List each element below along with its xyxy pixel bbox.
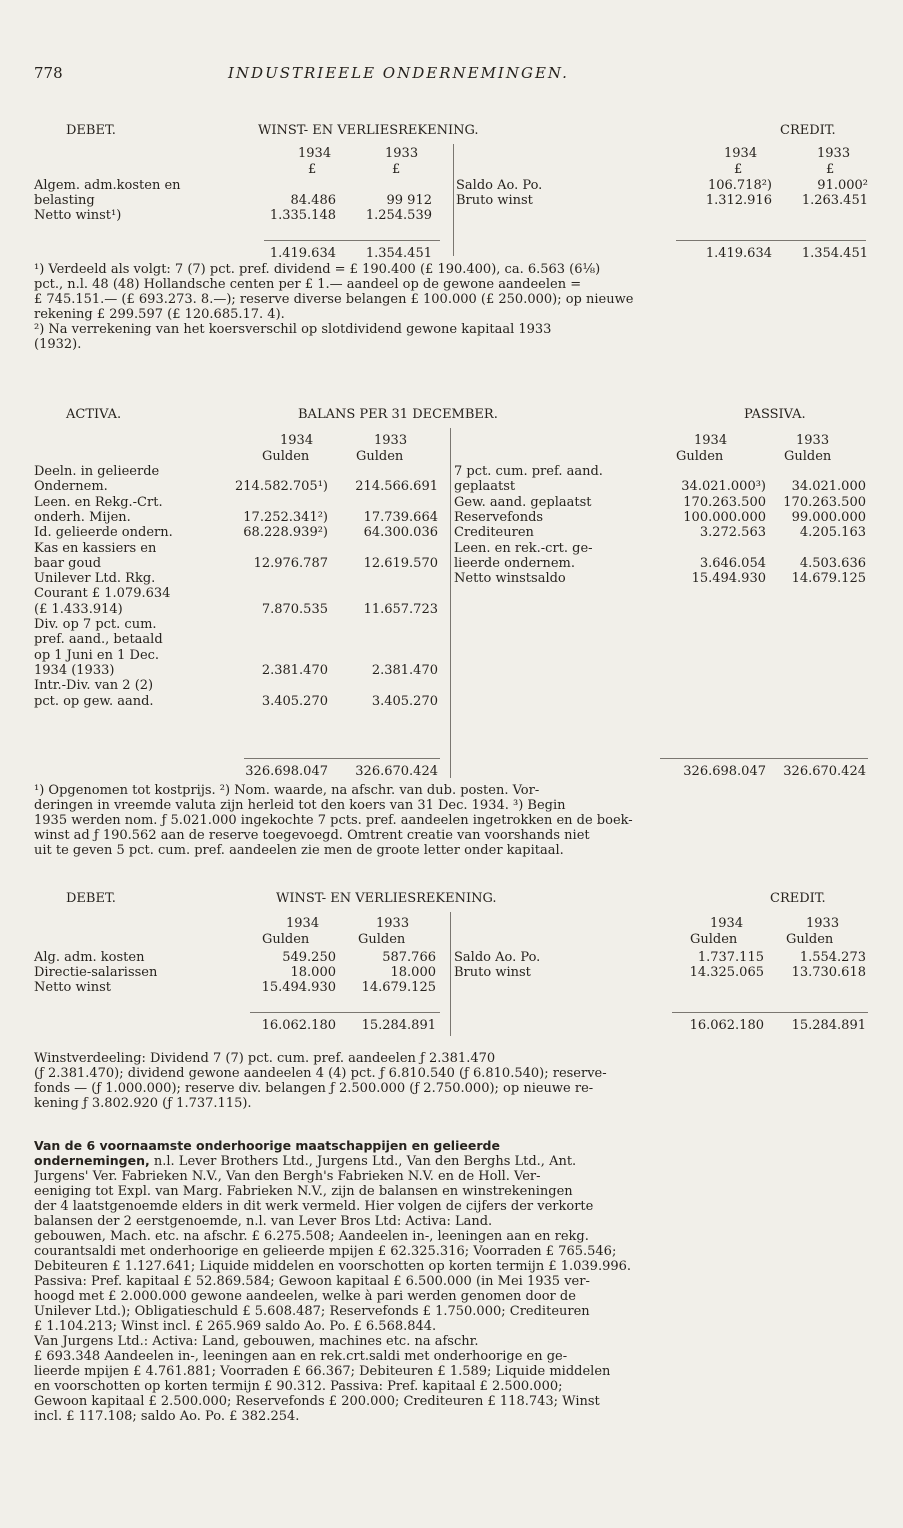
table-title: WINST- EN VERLIESREKENING. [276, 891, 497, 906]
paragraph-line: eeniging tot Expl. van Marg. Fabrieken N.V., zijn de balansen en winstrekeningen [34, 1184, 573, 1199]
value-1933: 11.657.723 [363, 601, 438, 617]
subsidiaries-paragraph [34, 1138, 872, 1424]
paragraph-line: courantsaldi met onderhoorige en gelieerde mpijen £ 62.325.316; Voorraden £ 765.546; [34, 1244, 617, 1259]
unit-col: £ [826, 162, 835, 177]
value-1934: 15.494.930 [691, 571, 766, 587]
footnote-line: ¹) Opgenomen tot kostprijs. ²) Nom. waarde, na afschr. van dub. posten. Vor- [34, 783, 540, 798]
balance-row-label: Deeln. in gelieerde [34, 464, 160, 479]
profit-distribution-paragraph [34, 1051, 872, 1111]
footnote-line: deringen in vreemde valuta zijn herleid tot den koers van 31 Dec. 1934. ³) Begin [34, 798, 566, 813]
balance-row-label: (£ 1.433.914) [34, 601, 123, 617]
row-label: Algem. adm.kosten en [34, 178, 181, 193]
paragraph-line: hoogd met £ 2.000.000 gewone aandeelen, welke à pari werden genomen door de [34, 1289, 576, 1304]
paragraph-line: en voorschotten op korten termijn £ 90.312. Passiva: Pref. kapitaal £ 2.500.000; [34, 1379, 563, 1394]
value-1933: 2.381.470 [371, 662, 438, 678]
total-1934: 326.698.047 [683, 764, 766, 779]
balance-row-label: Netto winstsaldo [454, 571, 566, 587]
balance-row-label: Intr.-Div. van 2 (2) [34, 678, 154, 694]
value-1933: 587.766 [382, 950, 436, 965]
row-label: Saldo Ao. Po. [454, 950, 541, 965]
debet-heading: DEBET. [66, 123, 116, 138]
year-col: 1934 [280, 433, 314, 448]
value-1934: 84.486 [290, 193, 336, 208]
footnote-line: £ 745.151.— (£ 693.273. 8.—); reserve diverse belangen £ 100.000 (£ 250.000); op nieuwe [34, 292, 634, 307]
subsidiaries-lead-cont: ondernemingen, [34, 1153, 150, 1168]
unit-col: £ [308, 162, 317, 177]
debet-heading: DEBET. [66, 891, 116, 906]
value-1934: 1.737.115 [697, 950, 764, 965]
value-1934: 14.325.065 [689, 965, 764, 980]
value-1934: 7.870.535 [261, 601, 328, 617]
value-1933: 12.619.570 [363, 555, 438, 571]
year-col: 1934 [298, 146, 332, 161]
value-1933: 170.263.500 [783, 494, 866, 510]
balance-row-label: Id. gelieerde ondern. [34, 525, 173, 541]
balance-row-label: Leen. en rek.-crt. ge- [454, 540, 593, 556]
row-label: belasting [34, 193, 95, 208]
year-col: 1933 [376, 916, 410, 931]
year-col: 1933 [796, 433, 830, 448]
year-col: 1934 [710, 916, 744, 931]
balance-row-label: geplaatst [454, 479, 516, 495]
year-col: 1933 [385, 146, 419, 161]
total-1934: 1.419.634 [705, 246, 772, 261]
paragraph-line: der 4 laatstgenoemde elders in dit werk vermeld. Hier volgen de cijfers der verkorte [34, 1199, 594, 1214]
balance-row-label: pct. op gew. aand. [34, 693, 154, 709]
balance-row-label: 1934 (1933) [34, 662, 115, 678]
value-1934: 68.228.939²) [243, 525, 328, 541]
total-1934: 326.698.047 [245, 764, 328, 779]
unit-col: Gulden [690, 932, 738, 947]
paragraph-line: Van Jurgens Ltd.: Activa: Land, gebouwen, machines etc. na afschr. [34, 1334, 479, 1349]
row-label: Saldo Ao. Po. [456, 178, 543, 193]
balance-row-label: Reservefonds [454, 509, 544, 525]
footnote-line: rekening £ 299.597 (£ 120.685.17. 4). [34, 307, 285, 322]
year-col: 1934 [694, 433, 728, 448]
row-label: Netto winst¹) [34, 208, 122, 223]
footnotes-balance [34, 783, 872, 858]
paragraph-line: n.l. Lever Brothers Ltd., Jurgens Ltd., Van den Berghs Ltd., Ant. [149, 1154, 577, 1169]
value-1934: 12.976.787 [253, 555, 328, 571]
footnote-line: winst ad ƒ 190.562 aan de reserve toegevoegd. Omtrent creatie van voorshands niet [34, 828, 590, 843]
value-1933: 18.000 [390, 965, 436, 980]
activa-heading: ACTIVA. [66, 407, 122, 422]
balance-row-label: Div. op 7 pct. cum. [34, 617, 157, 632]
unit-col: Gulden [262, 449, 310, 464]
footnotes-profit-loss [34, 262, 872, 352]
value-1933: 14.679.125 [791, 571, 866, 587]
total-1934: 16.062.180 [689, 1018, 764, 1033]
value-1934: 549.250 [282, 950, 336, 965]
paragraph-line: incl. £ 117.108; saldo Ao. Po. £ 382.254. [34, 1409, 300, 1424]
balance-row-label: Crediteuren [454, 525, 534, 541]
paragraph-line: Gewoon kapitaal £ 2.500.000; Reservefonds £ 200.000; Crediteuren £ 118.743; Winst [34, 1394, 600, 1409]
value-1933: 91.000² [817, 178, 868, 193]
value-1934: 106.718²) [707, 178, 772, 193]
year-col: 1933 [817, 146, 851, 161]
value-1934: 1.312.916 [705, 193, 772, 208]
footnote-line: ²) Na verrekening van het koersverschil op slotdividend gewone kapitaal 1933 [34, 322, 552, 337]
balance-row-label: Unilever Ltd. Rkg. [34, 571, 156, 587]
total-1933: 326.670.424 [355, 764, 438, 779]
table-title: WINST- EN VERLIESREKENING. [258, 123, 479, 138]
total-1933: 1.354.451 [801, 246, 868, 261]
value-1934: 3.272.563 [699, 525, 766, 541]
balance-row-label: pref. aand., betaald [34, 632, 163, 648]
paragraph-line: gebouwen, Mach. etc. na afschr. £ 6.275.508; Aandeelen in-, leeningen aan en rekg. [34, 1229, 589, 1244]
unit-col: £ [734, 162, 743, 177]
running-title: INDUSTRIEELE ONDERNEMINGEN. [228, 64, 569, 82]
paragraph-line: balansen der 2 eerstgenoemde, n.l. van Lever Bros Ltd: Activa: Land. [34, 1214, 493, 1229]
value-1933: 13.730.618 [791, 965, 866, 980]
value-1934: 1.335.148 [269, 208, 336, 223]
value-1933: 14.679.125 [361, 980, 436, 995]
balance-row-label: Gew. aand. geplaatst [454, 494, 592, 510]
row-label: Bruto winst [456, 193, 533, 208]
value-1934: 3.646.054 [699, 555, 766, 571]
unit-col: Gulden [262, 932, 310, 947]
unit-col: £ [392, 162, 401, 177]
balance-row-label: Courant £ 1.079.634 [34, 586, 171, 602]
balance-row-label: lieerde ondernem. [454, 555, 576, 571]
balance-row-label: op 1 Juni en 1 Dec. [34, 647, 160, 663]
value-1934: 17.252.341²) [243, 509, 328, 525]
footnote-line: ¹) Verdeeld als volgt: 7 (7) pct. pref. dividend = £ 190.400 (£ 190.400), ca. 6.563 (6⅛) [34, 262, 601, 277]
unit-col: Gulden [358, 932, 406, 947]
total-1933: 15.284.891 [361, 1018, 436, 1033]
balance-row-label: baar goud [34, 555, 102, 571]
total-1933: 1.354.451 [365, 246, 432, 261]
value-1933: 4.205.163 [799, 525, 866, 541]
value-1933: 64.300.036 [363, 525, 438, 541]
paragraph-line: kening ƒ 3.802.920 (ƒ 1.737.115). [34, 1096, 252, 1111]
year-col: 1933 [374, 433, 408, 448]
balance-row-label: Leen. en Rekg.-Crt. [34, 494, 163, 510]
value-1933: 34.021.000 [791, 479, 866, 495]
paragraph-line: £ 1.104.213; Winst incl. £ 265.969 saldo Ao. Po. £ 6.568.844. [34, 1319, 437, 1334]
credit-heading: CREDIT. [770, 891, 826, 906]
value-1933: 1.554.273 [799, 950, 866, 965]
year-col: 1933 [806, 916, 840, 931]
footnote-line: pct., n.l. 48 (48) Hollandsche centen per £ 1.— aandeel op de gewone aandeelen = [34, 277, 582, 292]
value-1933: 99 912 [386, 193, 432, 208]
paragraph-line: fonds — (ƒ 1.000.000); reserve div. belangen ƒ 2.500.000 (ƒ 2.750.000); op nieuwe re- [34, 1081, 594, 1096]
value-1933: 3.405.270 [371, 693, 438, 709]
unit-col: Gulden [786, 932, 834, 947]
value-1933: 99.000.000 [791, 509, 866, 525]
value-1934: 2.381.470 [261, 662, 328, 678]
paragraph-line: Jurgens' Ver. Fabrieken N.V., Van den Bergh's Fabrieken N.V. en de Holl. Ver- [34, 1169, 541, 1184]
balance-title: BALANS PER 31 DECEMBER. [298, 407, 498, 422]
total-1933: 326.670.424 [783, 764, 866, 779]
paragraph-line: lieerde mpijen £ 4.761.881; Voorraden £ 66.367; Debiteuren £ 1.589; Liquide middelen [34, 1364, 611, 1379]
paragraph-line: Debiteuren £ 1.127.641; Liquide middelen en voorschotten op korten termijn £ 1.039.996. [34, 1259, 632, 1274]
value-1934: 34.021.000³) [681, 479, 766, 495]
footnote-line: (1932). [34, 337, 82, 352]
year-col: 1934 [724, 146, 758, 161]
paragraph-line: Passiva: Pref. kapitaal £ 52.869.584; Gewoon kapitaal £ 6.500.000 (in Mei 1935 ver- [34, 1274, 590, 1289]
value-1934: 3.405.270 [261, 693, 328, 709]
unit-col: Gulden [676, 449, 724, 464]
balance-row-label: onderh. Mijen. [34, 509, 131, 525]
footnote-line: uit te geven 5 pct. cum. pref. aandeelen zie men de groote letter onder kapitaal. [34, 843, 564, 858]
unit-col: Gulden [356, 449, 404, 464]
value-1933: 17.739.664 [363, 509, 438, 525]
balance-row-label: Ondernem. [34, 479, 108, 495]
paragraph-line: (ƒ 2.381.470); dividend gewone aandeelen 4 (4) pct. ƒ 6.810.540 (ƒ 6.810.540); reserve- [34, 1066, 607, 1081]
value-1934: 170.263.500 [683, 494, 766, 510]
value-1933: 214.566.691 [355, 479, 438, 495]
unit-col: Gulden [784, 449, 832, 464]
credit-heading: CREDIT. [780, 123, 836, 138]
row-label: Alg. adm. kosten [34, 950, 145, 965]
page-number: 778 [34, 64, 63, 82]
paragraph-line: Unilever Ltd.); Obligatieschuld £ 5.608.487; Reservefonds £ 1.750.000; Crediteuren [34, 1304, 590, 1319]
value-1933: 1.254.539 [365, 208, 432, 223]
balance-row-label: Kas en kassiers en [34, 540, 157, 556]
balance-row-label: 7 pct. cum. pref. aand. [454, 464, 603, 479]
paragraph-line: £ 693.348 Aandeelen in-, leeningen aan en rek.crt.saldi met onderhoorige en ge- [34, 1349, 568, 1364]
value-1934: 214.582.705¹) [235, 479, 328, 495]
row-label: Bruto winst [454, 965, 531, 980]
total-1934: 1.419.634 [269, 246, 336, 261]
value-1933: 1.263.451 [801, 193, 868, 208]
total-1933: 15.284.891 [791, 1018, 866, 1033]
value-1934: 18.000 [290, 965, 336, 980]
row-label: Directie-salarissen [34, 965, 158, 980]
year-col: 1934 [286, 916, 320, 931]
subsidiaries-lead: Van de 6 voornaamste onderhoorige maatschappijen en gelieerde [34, 1138, 500, 1153]
paragraph-line: Winstverdeeling: Dividend 7 (7) pct. cum. pref. aandeelen ƒ 2.381.470 [34, 1051, 496, 1066]
value-1934: 15.494.930 [261, 980, 336, 995]
value-1934: 100.000.000 [683, 509, 766, 525]
value-1933: 4.503.636 [799, 555, 866, 571]
footnote-line: 1935 werden nom. ƒ 5.021.000 ingekochte 7 pcts. pref. aandeelen ingetrokken en de boek- [34, 813, 633, 828]
row-label: Netto winst [34, 980, 112, 995]
total-1934: 16.062.180 [261, 1018, 336, 1033]
passiva-heading: PASSIVA. [744, 407, 806, 422]
